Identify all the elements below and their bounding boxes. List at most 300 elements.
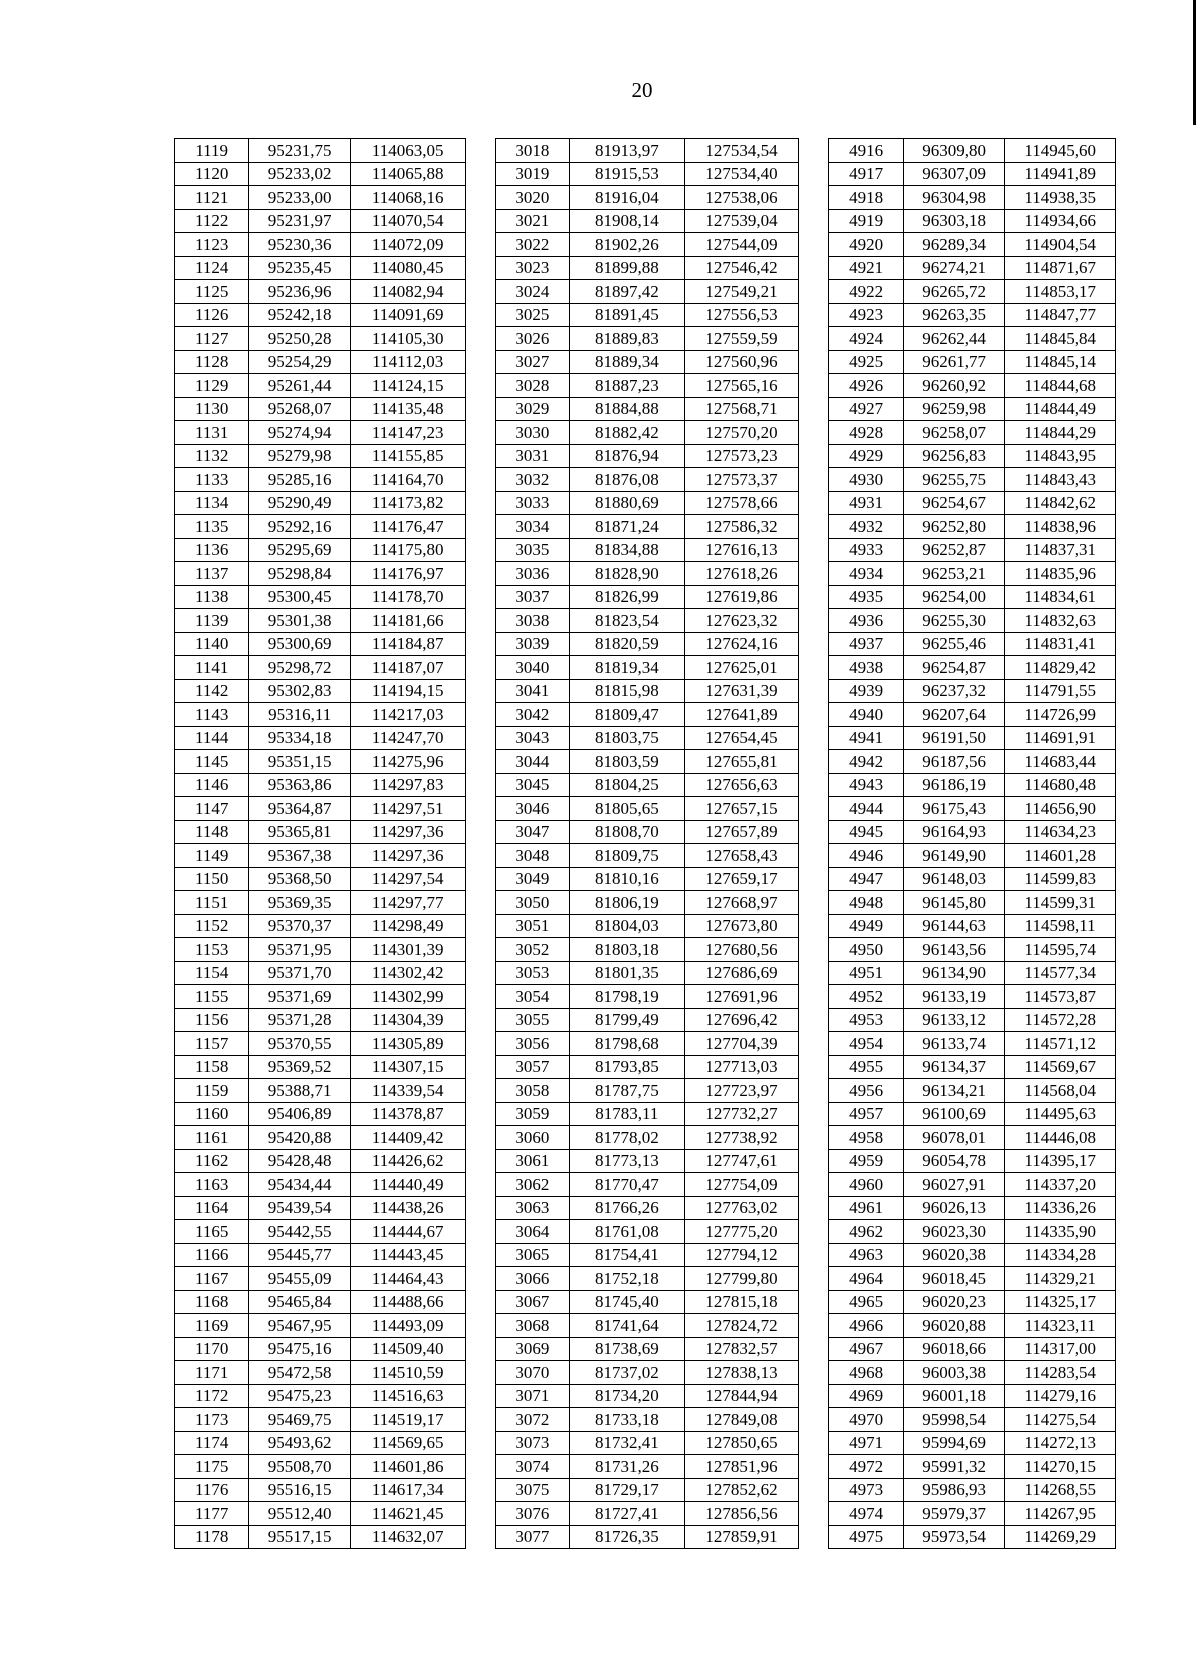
- cell-y-c: 114317,00: [1005, 1337, 1116, 1361]
- cell-point-c: 4963: [829, 1243, 903, 1267]
- cell-point-a: 1161: [175, 1126, 249, 1150]
- column-gap: [799, 1384, 829, 1408]
- cell-point-b: 3062: [495, 1173, 569, 1197]
- cell-y-a: 114632,07: [350, 1525, 465, 1549]
- cell-point-a: 1149: [175, 844, 249, 868]
- table-row: [175, 1243, 1116, 1267]
- cell-x-c: 96018,66: [903, 1337, 1005, 1361]
- table-row: [175, 209, 1116, 233]
- cell-x-b: 81889,34: [570, 350, 685, 374]
- cell-x-a: 95369,35: [249, 891, 351, 915]
- column-gap: [799, 1079, 829, 1103]
- cell-point-c: 4935: [829, 585, 903, 609]
- cell-x-b: 81727,41: [570, 1502, 685, 1526]
- column-gap: [465, 1243, 495, 1267]
- cell-point-a: 1146: [175, 773, 249, 797]
- table-row: [175, 891, 1116, 915]
- cell-point-b: 3055: [495, 1008, 569, 1032]
- cell-x-c: 96133,74: [903, 1032, 1005, 1056]
- cell-x-b: 81737,02: [570, 1361, 685, 1385]
- cell-y-b: 127573,23: [684, 444, 799, 468]
- column-gap: [465, 1431, 495, 1455]
- cell-x-a: 95367,38: [249, 844, 351, 868]
- cell-y-c: 114938,35: [1005, 186, 1116, 210]
- column-gap: [799, 820, 829, 844]
- cell-point-a: 1125: [175, 280, 249, 304]
- column-gap: [799, 1220, 829, 1244]
- cell-point-a: 1166: [175, 1243, 249, 1267]
- column-gap: [465, 491, 495, 515]
- cell-y-b: 127850,65: [684, 1431, 799, 1455]
- column-gap: [465, 1196, 495, 1220]
- cell-x-a: 95364,87: [249, 797, 351, 821]
- cell-point-b: 3051: [495, 914, 569, 938]
- cell-point-a: 1170: [175, 1337, 249, 1361]
- cell-x-c: 95973,54: [903, 1525, 1005, 1549]
- cell-x-a: 95351,15: [249, 750, 351, 774]
- cell-point-a: 1128: [175, 350, 249, 374]
- cell-point-c: 4954: [829, 1032, 903, 1056]
- cell-x-a: 95465,84: [249, 1290, 351, 1314]
- table-row: [175, 985, 1116, 1009]
- column-gap: [465, 726, 495, 750]
- cell-point-c: 4923: [829, 303, 903, 327]
- cell-point-c: 4944: [829, 797, 903, 821]
- cell-point-c: 4975: [829, 1525, 903, 1549]
- cell-y-b: 127732,27: [684, 1102, 799, 1126]
- cell-point-a: 1150: [175, 867, 249, 891]
- cell-y-a: 114438,26: [350, 1196, 465, 1220]
- cell-x-a: 95250,28: [249, 327, 351, 351]
- cell-point-b: 3019: [495, 162, 569, 186]
- cell-y-c: 114275,54: [1005, 1408, 1116, 1432]
- table-row: [175, 256, 1116, 280]
- cell-y-c: 114834,61: [1005, 585, 1116, 609]
- cell-point-c: 4933: [829, 538, 903, 562]
- cell-point-a: 1138: [175, 585, 249, 609]
- column-gap: [465, 468, 495, 492]
- cell-x-a: 95233,00: [249, 186, 351, 210]
- column-gap: [799, 162, 829, 186]
- cell-y-c: 114634,23: [1005, 820, 1116, 844]
- column-gap: [799, 1126, 829, 1150]
- cell-y-b: 127859,91: [684, 1525, 799, 1549]
- cell-point-c: 4922: [829, 280, 903, 304]
- cell-point-a: 1137: [175, 562, 249, 586]
- cell-x-a: 95290,49: [249, 491, 351, 515]
- cell-y-a: 114184,87: [350, 632, 465, 656]
- cell-x-c: 96255,46: [903, 632, 1005, 656]
- cell-y-b: 127654,45: [684, 726, 799, 750]
- cell-y-b: 127668,97: [684, 891, 799, 915]
- cell-y-c: 114832,63: [1005, 609, 1116, 633]
- cell-x-a: 95475,23: [249, 1384, 351, 1408]
- cell-point-a: 1160: [175, 1102, 249, 1126]
- cell-x-a: 95493,62: [249, 1431, 351, 1455]
- cell-y-c: 114495,63: [1005, 1102, 1116, 1126]
- cell-x-b: 81726,35: [570, 1525, 685, 1549]
- cell-y-b: 127616,13: [684, 538, 799, 562]
- column-gap: [465, 1384, 495, 1408]
- cell-x-a: 95230,36: [249, 233, 351, 257]
- cell-point-b: 3045: [495, 773, 569, 797]
- cell-point-b: 3032: [495, 468, 569, 492]
- column-gap: [799, 186, 829, 210]
- cell-point-c: 4936: [829, 609, 903, 633]
- cell-x-b: 81741,64: [570, 1314, 685, 1338]
- column-gap: [465, 1149, 495, 1173]
- column-gap: [465, 1267, 495, 1291]
- column-gap: [465, 750, 495, 774]
- column-gap: [465, 609, 495, 633]
- cell-point-c: 4920: [829, 233, 903, 257]
- cell-point-a: 1143: [175, 703, 249, 727]
- column-gap: [799, 1032, 829, 1056]
- cell-point-c: 4941: [829, 726, 903, 750]
- cell-point-b: 3024: [495, 280, 569, 304]
- cell-x-b: 81729,17: [570, 1478, 685, 1502]
- column-gap: [799, 1431, 829, 1455]
- column-gap: [465, 585, 495, 609]
- cell-x-b: 81766,26: [570, 1196, 685, 1220]
- cell-x-c: 96253,21: [903, 562, 1005, 586]
- cell-y-c: 114395,17: [1005, 1149, 1116, 1173]
- cell-y-a: 114297,36: [350, 844, 465, 868]
- cell-y-a: 114070,54: [350, 209, 465, 233]
- cell-y-c: 114842,62: [1005, 491, 1116, 515]
- cell-y-a: 114297,83: [350, 773, 465, 797]
- cell-x-b: 81787,75: [570, 1079, 685, 1103]
- cell-x-b: 81803,75: [570, 726, 685, 750]
- column-gap: [465, 632, 495, 656]
- column-gap: [799, 233, 829, 257]
- cell-x-a: 95467,95: [249, 1314, 351, 1338]
- column-gap: [465, 656, 495, 680]
- cell-y-b: 127838,13: [684, 1361, 799, 1385]
- coordinates-table: [174, 138, 1116, 1549]
- column-gap: [799, 1055, 829, 1079]
- table-row: [175, 538, 1116, 562]
- cell-point-a: 1134: [175, 491, 249, 515]
- cell-x-a: 95517,15: [249, 1525, 351, 1549]
- cell-point-a: 1121: [175, 186, 249, 210]
- cell-x-c: 96207,64: [903, 703, 1005, 727]
- cell-x-a: 95475,16: [249, 1337, 351, 1361]
- cell-point-a: 1130: [175, 397, 249, 421]
- cell-point-c: 4962: [829, 1220, 903, 1244]
- cell-y-b: 127624,16: [684, 632, 799, 656]
- cell-y-a: 114082,94: [350, 280, 465, 304]
- cell-x-a: 95516,15: [249, 1478, 351, 1502]
- cell-x-b: 81884,88: [570, 397, 685, 421]
- cell-point-b: 3043: [495, 726, 569, 750]
- table-row: [175, 303, 1116, 327]
- cell-point-a: 1172: [175, 1384, 249, 1408]
- cell-x-a: 95371,95: [249, 938, 351, 962]
- cell-point-b: 3041: [495, 679, 569, 703]
- cell-x-c: 96133,19: [903, 985, 1005, 1009]
- cell-y-c: 114572,28: [1005, 1008, 1116, 1032]
- cell-x-b: 81798,19: [570, 985, 685, 1009]
- cell-point-b: 3057: [495, 1055, 569, 1079]
- cell-y-a: 114307,15: [350, 1055, 465, 1079]
- column-gap: [799, 1008, 829, 1032]
- cell-x-c: 96262,44: [903, 327, 1005, 351]
- cell-y-c: 114334,28: [1005, 1243, 1116, 1267]
- cell-point-b: 3027: [495, 350, 569, 374]
- column-gap: [799, 1337, 829, 1361]
- column-gap: [465, 1314, 495, 1338]
- cell-y-a: 114181,66: [350, 609, 465, 633]
- cell-x-b: 81891,45: [570, 303, 685, 327]
- column-gap: [465, 844, 495, 868]
- cell-point-a: 1154: [175, 961, 249, 985]
- column-gap: [799, 374, 829, 398]
- cell-y-c: 114283,54: [1005, 1361, 1116, 1385]
- cell-y-c: 114829,42: [1005, 656, 1116, 680]
- cell-x-b: 81803,59: [570, 750, 685, 774]
- cell-point-b: 3076: [495, 1502, 569, 1526]
- table-row: [175, 750, 1116, 774]
- cell-y-b: 127619,86: [684, 585, 799, 609]
- cell-x-c: 96133,12: [903, 1008, 1005, 1032]
- cell-x-c: 96164,93: [903, 820, 1005, 844]
- cell-point-a: 1142: [175, 679, 249, 703]
- table-row: [175, 679, 1116, 703]
- table-row: [175, 515, 1116, 539]
- cell-point-c: 4969: [829, 1384, 903, 1408]
- cell-y-c: 114726,99: [1005, 703, 1116, 727]
- cell-point-b: 3035: [495, 538, 569, 562]
- cell-x-a: 95301,38: [249, 609, 351, 633]
- cell-y-c: 114945,60: [1005, 139, 1116, 163]
- cell-point-a: 1177: [175, 1502, 249, 1526]
- cell-y-c: 114337,20: [1005, 1173, 1116, 1197]
- cell-x-a: 95445,77: [249, 1243, 351, 1267]
- cell-x-b: 81823,54: [570, 609, 685, 633]
- cell-point-b: 3047: [495, 820, 569, 844]
- cell-point-c: 4952: [829, 985, 903, 1009]
- cell-point-b: 3065: [495, 1243, 569, 1267]
- cell-x-c: 96078,01: [903, 1126, 1005, 1150]
- column-gap: [799, 961, 829, 985]
- cell-point-a: 1157: [175, 1032, 249, 1056]
- cell-x-b: 81803,18: [570, 938, 685, 962]
- cell-point-b: 3050: [495, 891, 569, 915]
- cell-y-b: 127844,94: [684, 1384, 799, 1408]
- table-row: [175, 233, 1116, 257]
- cell-x-a: 95469,75: [249, 1408, 351, 1432]
- cell-y-a: 114601,86: [350, 1455, 465, 1479]
- cell-x-b: 81902,26: [570, 233, 685, 257]
- cell-point-b: 3022: [495, 233, 569, 257]
- cell-point-c: 4950: [829, 938, 903, 962]
- cell-point-c: 4972: [829, 1455, 903, 1479]
- cell-point-a: 1162: [175, 1149, 249, 1173]
- table-row: [175, 797, 1116, 821]
- cell-y-b: 127565,16: [684, 374, 799, 398]
- cell-x-a: 95316,11: [249, 703, 351, 727]
- column-gap: [799, 421, 829, 445]
- cell-y-a: 114301,39: [350, 938, 465, 962]
- cell-point-c: 4968: [829, 1361, 903, 1385]
- cell-y-c: 114568,04: [1005, 1079, 1116, 1103]
- cell-point-c: 4964: [829, 1267, 903, 1291]
- cell-point-a: 1147: [175, 797, 249, 821]
- cell-point-b: 3077: [495, 1525, 569, 1549]
- cell-x-a: 95300,69: [249, 632, 351, 656]
- cell-x-a: 95439,54: [249, 1196, 351, 1220]
- column-gap: [465, 914, 495, 938]
- cell-y-c: 114904,54: [1005, 233, 1116, 257]
- cell-x-c: 96256,83: [903, 444, 1005, 468]
- table-row: [175, 139, 1116, 163]
- column-gap: [465, 421, 495, 445]
- cell-y-a: 114339,54: [350, 1079, 465, 1103]
- cell-y-a: 114275,96: [350, 750, 465, 774]
- cell-x-c: 96303,18: [903, 209, 1005, 233]
- cell-y-b: 127586,32: [684, 515, 799, 539]
- cell-x-c: 96252,80: [903, 515, 1005, 539]
- table-row: [175, 726, 1116, 750]
- cell-x-a: 95371,70: [249, 961, 351, 985]
- cell-y-c: 114599,83: [1005, 867, 1116, 891]
- cell-x-c: 96001,18: [903, 1384, 1005, 1408]
- cell-y-c: 114843,95: [1005, 444, 1116, 468]
- cell-y-a: 114510,59: [350, 1361, 465, 1385]
- cell-y-a: 114155,85: [350, 444, 465, 468]
- cell-y-b: 127641,89: [684, 703, 799, 727]
- cell-x-b: 81733,18: [570, 1408, 685, 1432]
- cell-point-c: 4949: [829, 914, 903, 938]
- cell-point-c: 4958: [829, 1126, 903, 1150]
- column-gap: [465, 515, 495, 539]
- cell-point-b: 3042: [495, 703, 569, 727]
- table-row: [175, 1173, 1116, 1197]
- cell-x-c: 96254,00: [903, 585, 1005, 609]
- cell-y-b: 127852,62: [684, 1478, 799, 1502]
- cell-y-a: 114297,36: [350, 820, 465, 844]
- cell-x-b: 81810,16: [570, 867, 685, 891]
- cell-point-a: 1164: [175, 1196, 249, 1220]
- table-row: [175, 632, 1116, 656]
- column-gap: [799, 632, 829, 656]
- cell-y-b: 127568,71: [684, 397, 799, 421]
- cell-x-b: 81820,59: [570, 632, 685, 656]
- cell-x-a: 95334,18: [249, 726, 351, 750]
- cell-y-a: 114440,49: [350, 1173, 465, 1197]
- cell-point-a: 1122: [175, 209, 249, 233]
- cell-y-a: 114302,42: [350, 961, 465, 985]
- cell-point-a: 1120: [175, 162, 249, 186]
- cell-x-b: 81897,42: [570, 280, 685, 304]
- cell-point-c: 4916: [829, 139, 903, 163]
- cell-y-a: 114409,42: [350, 1126, 465, 1150]
- cell-point-b: 3028: [495, 374, 569, 398]
- table-row: [175, 585, 1116, 609]
- column-gap: [799, 938, 829, 962]
- cell-y-b: 127559,59: [684, 327, 799, 351]
- cell-y-a: 114304,39: [350, 1008, 465, 1032]
- column-gap: [799, 750, 829, 774]
- cell-y-a: 114516,63: [350, 1384, 465, 1408]
- cell-point-c: 4939: [829, 679, 903, 703]
- table-body: [175, 139, 1116, 1549]
- cell-y-a: 114378,87: [350, 1102, 465, 1126]
- cell-point-c: 4919: [829, 209, 903, 233]
- cell-x-a: 95254,29: [249, 350, 351, 374]
- cell-x-c: 96145,80: [903, 891, 1005, 915]
- cell-y-b: 127691,96: [684, 985, 799, 1009]
- table-row: [175, 421, 1116, 445]
- cell-y-a: 114080,45: [350, 256, 465, 280]
- cell-x-c: 96187,56: [903, 750, 1005, 774]
- cell-y-a: 114187,07: [350, 656, 465, 680]
- cell-point-b: 3026: [495, 327, 569, 351]
- column-gap: [799, 797, 829, 821]
- cell-point-c: 4930: [829, 468, 903, 492]
- cell-x-b: 81887,23: [570, 374, 685, 398]
- cell-y-a: 114176,47: [350, 515, 465, 539]
- cell-point-c: 4959: [829, 1149, 903, 1173]
- table-row: [175, 914, 1116, 938]
- cell-x-c: 96254,87: [903, 656, 1005, 680]
- column-gap: [799, 891, 829, 915]
- column-gap: [799, 656, 829, 680]
- cell-point-b: 3034: [495, 515, 569, 539]
- cell-point-a: 1151: [175, 891, 249, 915]
- table-row: [175, 280, 1116, 304]
- cell-y-b: 127738,92: [684, 1126, 799, 1150]
- cell-y-c: 114845,84: [1005, 327, 1116, 351]
- column-gap: [799, 139, 829, 163]
- cell-point-b: 3048: [495, 844, 569, 868]
- cell-x-c: 96018,45: [903, 1267, 1005, 1291]
- cell-point-b: 3023: [495, 256, 569, 280]
- cell-x-c: 96258,07: [903, 421, 1005, 445]
- column-gap: [465, 562, 495, 586]
- cell-point-c: 4937: [829, 632, 903, 656]
- table-row: [175, 844, 1116, 868]
- cell-point-b: 3021: [495, 209, 569, 233]
- cell-x-a: 95442,55: [249, 1220, 351, 1244]
- column-gap: [799, 679, 829, 703]
- table-row: [175, 1008, 1116, 1032]
- cell-y-c: 114268,55: [1005, 1478, 1116, 1502]
- cell-x-c: 95991,32: [903, 1455, 1005, 1479]
- cell-y-c: 114845,14: [1005, 350, 1116, 374]
- cell-x-b: 81754,41: [570, 1243, 685, 1267]
- column-gap: [465, 679, 495, 703]
- cell-point-a: 1174: [175, 1431, 249, 1455]
- cell-x-b: 81899,88: [570, 256, 685, 280]
- column-gap: [465, 1408, 495, 1432]
- cell-y-a: 114247,70: [350, 726, 465, 750]
- column-gap: [799, 327, 829, 351]
- column-gap: [799, 1314, 829, 1338]
- table-row: [175, 1126, 1116, 1150]
- cell-x-a: 95428,48: [249, 1149, 351, 1173]
- cell-point-c: 4934: [829, 562, 903, 586]
- column-gap: [465, 209, 495, 233]
- cell-y-a: 114091,69: [350, 303, 465, 327]
- cell-y-a: 114297,51: [350, 797, 465, 821]
- cell-point-b: 3039: [495, 632, 569, 656]
- cell-y-a: 114493,09: [350, 1314, 465, 1338]
- cell-x-c: 96255,75: [903, 468, 1005, 492]
- cell-y-c: 114847,77: [1005, 303, 1116, 327]
- cell-point-b: 3059: [495, 1102, 569, 1126]
